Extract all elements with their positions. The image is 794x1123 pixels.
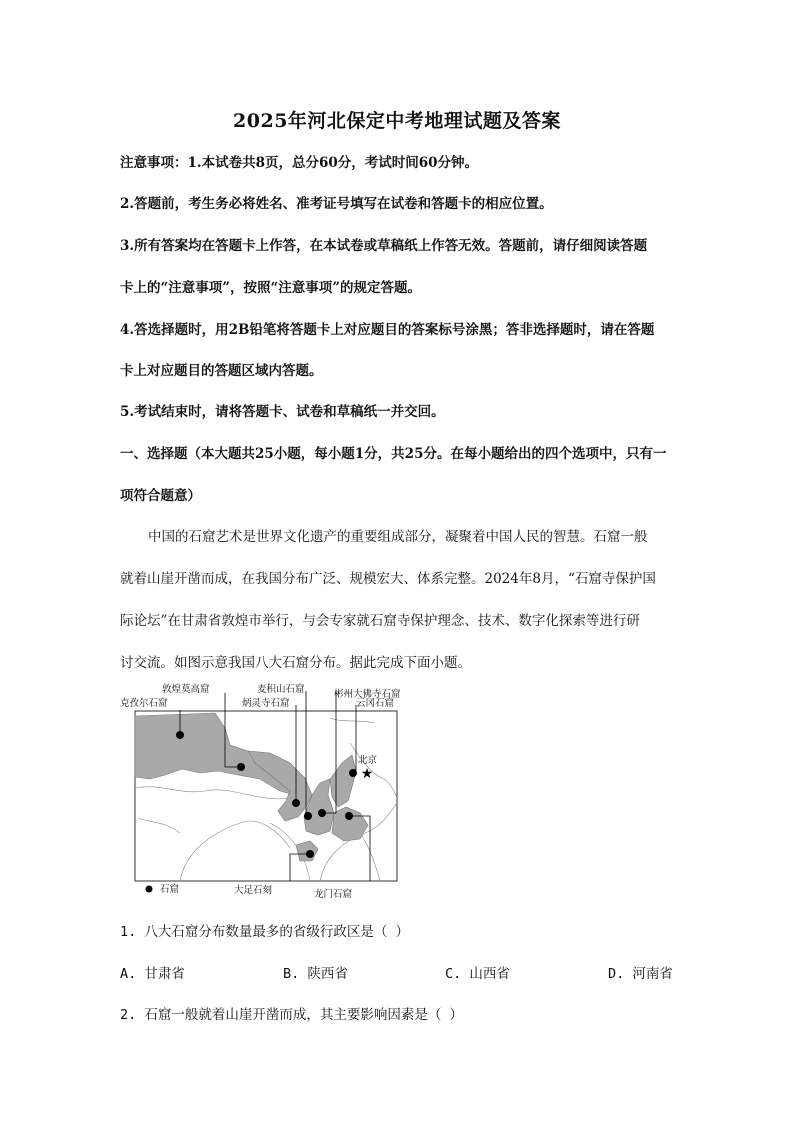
question-1-option-c: C. 山西省 [445, 966, 510, 982]
passage-line-2: 就着山崖开凿而成，在我国分布广泛、规模宏大、体系完整。2024年8月，“石窟寺保护国 [120, 571, 656, 587]
passage-line-1: 中国的石窟艺术是世界文化遗产的重要组成部分，凝聚着中国人民的智慧。石窟一般 [148, 529, 648, 545]
passage-line-3: 际论坛”在甘肃省敦煌市举行，与会专家就石窟寺保护理念、技术、数字化探索等进行研 [120, 613, 640, 629]
label-maijishan: 麦积山石窟 [257, 684, 305, 695]
dot-maijishan [304, 812, 312, 820]
legend-label: 石窟 [160, 884, 180, 895]
grottoes-map [120, 683, 410, 901]
note-4: 4.答选择题时，用2B铅笔将答题卡上对应题目的答案标号涂黑；答非选择题时，请在答题 [120, 322, 655, 338]
label-binzhou: 彬州大佛寺石窟 [334, 689, 401, 700]
label-bingling: 炳灵寺石窟 [242, 698, 290, 709]
question-2-stem: 2. 石窟一般就着山崖开凿而成，其主要影响因素是（ ） [120, 1007, 464, 1023]
note-3-cont: 卡上的“注意事项”，按照“注意事项”的规定答题。 [120, 280, 422, 296]
label-yungang: 云冈石窟 [356, 698, 395, 709]
question-1-option-b: B. 陕西省 [283, 966, 348, 982]
note-3: 3.所有答案均在答题卡上作答，在本试卷或草稿纸上作答无效。答题前，请仔细阅读答题 [120, 238, 648, 254]
note-5: 5.考试结束时，请将答题卡、试卷和草稿纸一并交回。 [120, 404, 445, 420]
label-longmen: 龙门石窟 [314, 889, 353, 900]
legend-dot [146, 886, 153, 893]
label-beijing: 北京 [358, 755, 378, 766]
note-1: 注意事项：1.本试卷共8页，总分60分，考试时间60分钟。 [120, 155, 479, 171]
note-4-cont: 卡上对应题目的答题区域内答题。 [120, 363, 323, 379]
passage-line-4: 讨交流。如图示意我国八大石窟分布。据此完成下面小题。 [120, 655, 471, 671]
section-heading: 一、选择题（本大题共25小题，每小题1分，共25分。在每小题给出的四个选项中，只有一 [120, 446, 667, 462]
beijing-star-icon: ★ [360, 766, 374, 782]
label-dazu: 大足石刻 [234, 885, 273, 896]
page-title: 2025年河北保定中考地理试题及答案 [233, 110, 561, 132]
label-kizil: 克孜尔石窟 [120, 698, 168, 709]
label-dunhuang: 敦煌莫高窟 [162, 684, 210, 695]
note-2: 2.答题前，考生务必将姓名、准考证号填写在试卷和答题卡的相应位置。 [120, 196, 553, 212]
section-heading-cont: 项符合题意） [120, 488, 201, 504]
question-1-option-a: A. 甘肃省 [120, 966, 185, 982]
question-1-option-d: D. 河南省 [608, 966, 673, 982]
question-1-stem: 1. 八大石窟分布数量最多的省级行政区是（ ） [120, 924, 410, 940]
